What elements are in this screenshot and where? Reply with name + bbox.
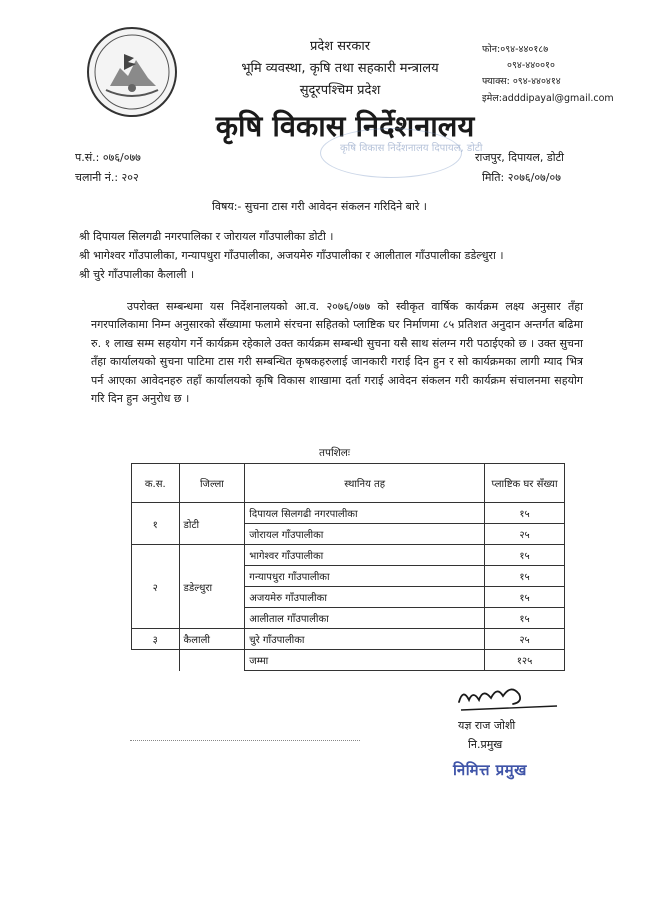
table-row (132, 503, 565, 524)
nepal-government-seal (86, 26, 178, 118)
cell-empty (179, 650, 245, 671)
office-title: कृषि विकास निर्देशनालय (215, 109, 475, 143)
header-count: प्लाष्टिक घर सँख्या (485, 464, 565, 503)
cell-sn: १ (132, 503, 180, 545)
cell-local: गन्यापधुरा गाँउपालीका (245, 566, 485, 587)
contact-phone: फोन:०९४-४४०१८७ (482, 44, 549, 55)
acting-chief-stamp: निमित्त प्रमुख (453, 761, 527, 779)
contact-phone-2: ०९४-४४००१० (507, 60, 555, 71)
table-row (132, 545, 565, 566)
cell-local: दिपायल सिलगढी नगरपालीका (245, 503, 485, 524)
cell-local: अजयमेरु गाँउपालीका (245, 587, 485, 608)
signatory-name: यज्ञ राज जोशी (458, 719, 516, 732)
cell-local: आलीताल गाँउपालीका (245, 608, 485, 629)
office-location: राजपुर, दिपायल, डोटी (475, 151, 564, 164)
cell-local: जोरायल गाँउपालीका (245, 524, 485, 545)
header-district: जिल्ला (179, 464, 245, 503)
header-ministry: भूमि व्यवस्था, कृषि तथा सहकारी मन्त्रालय (241, 61, 439, 76)
contact-fax: फ्याक्स: ०९४-४४०४१४ (482, 76, 561, 87)
body-text: उपरोक्त सम्बन्धमा यस निर्देशनालयको आ.व. २०७६/०७७ को स्वीकृत वार्षिक कार्यक्रम लक्ष्य अनुसार तँहा नगरपालिकामा निम्न अनुसारको सँख्यामा फलामे संरचना सहितको प्लाष्टिक घर निर्माणमा ८५ प्रतिशत अनुदान अन्तर्गत बढिमा रु. १ लाख सम्म सहयोग गर्ने कार्यक्रम रहेकाले उक्त कार्यक्रम सम्बन्धी सुचना यसै साथ संलग्न गरी पठाईएको छ । उक्त सुचना तँहा कार्यालयको सुचना पाटिमा टास गरी सम्बन्धित कृषकहरुलाई जानकारी गराई दिन हुन र सो कार्यक्रमका लागी म्याद भित्र पर्न आएका आवेदनहरु तहाँ कार्यालयको कृषि विकास शाखामा दर्ता गराई आवेदन संकलन गरी कार्यक्रम संचालनमा सहयोग गरि दिन हुन अनुरोध छ । (91, 300, 583, 406)
cell-local: भागेश्वर गाँउपालीका (245, 545, 485, 566)
handwritten-signature (453, 680, 563, 718)
dispatch-number: चलानी नं.: २०२ (75, 171, 139, 184)
cell-total-value: १२५ (485, 650, 565, 671)
table-row (132, 629, 565, 650)
cell-count: २५ (485, 629, 565, 650)
body-paragraph (91, 298, 583, 408)
table-total-row (132, 650, 565, 671)
cell-count: १५ (485, 608, 565, 629)
cell-count: २५ (485, 524, 565, 545)
addressee-2: श्री भागेश्वर गाँउपालीका, गन्यापधुरा गाँउपालीका, अजयमेरु गाँउपालीका र आलीताल गाँउपालीका डडेल्धुरा । (79, 249, 504, 262)
table-caption: तपशिलः (319, 447, 351, 459)
office-stamp-text: कृषि विकास निर्देशनालय दिपायल, डोटी (340, 143, 483, 154)
cell-district: डडेल्धुरा (179, 545, 245, 629)
cell-sn: २ (132, 545, 180, 629)
signatory-post: नि.प्रमुख (468, 738, 503, 751)
cell-local: चुरे गाँउपालीका (245, 629, 485, 650)
addressee-1: श्री दिपायल सिलगढी नगरपालिका र जोरायल गाँउपालीका डोटी । (79, 230, 334, 243)
header-local-level: स्थानिय तह (245, 464, 485, 503)
cell-count: १५ (485, 587, 565, 608)
reference-number: प.सं.: ०७६/०७७ (75, 151, 141, 164)
header-province: सुदूरपश्चिम प्रदेश (299, 83, 381, 98)
cell-count: १५ (485, 503, 565, 524)
dotted-line (130, 740, 360, 741)
cell-empty (132, 650, 180, 671)
addressee-3: श्री चुरे गाँउपालीका कैलाली । (79, 268, 195, 281)
cell-district: डोटी (179, 503, 245, 545)
cell-sn: ३ (132, 629, 180, 650)
cell-count: १५ (485, 566, 565, 587)
contact-email: इमेल:adddipayal@gmail.com (482, 93, 614, 104)
letter-date: मिति: २०७६/०७/०७ (482, 171, 561, 184)
cell-total-label: जम्मा (245, 650, 485, 671)
header-sn: क.स. (132, 464, 180, 503)
cell-count: १५ (485, 545, 565, 566)
table-header-row (132, 464, 565, 503)
subject-line: विषय:- सुचना टास गरी आवेदन संकलन गरिदिने बारे । (212, 200, 427, 213)
header-province-gov: प्रदेश सरकार (309, 39, 371, 54)
cell-district: कैलाली (179, 629, 245, 650)
details-table (131, 463, 565, 671)
